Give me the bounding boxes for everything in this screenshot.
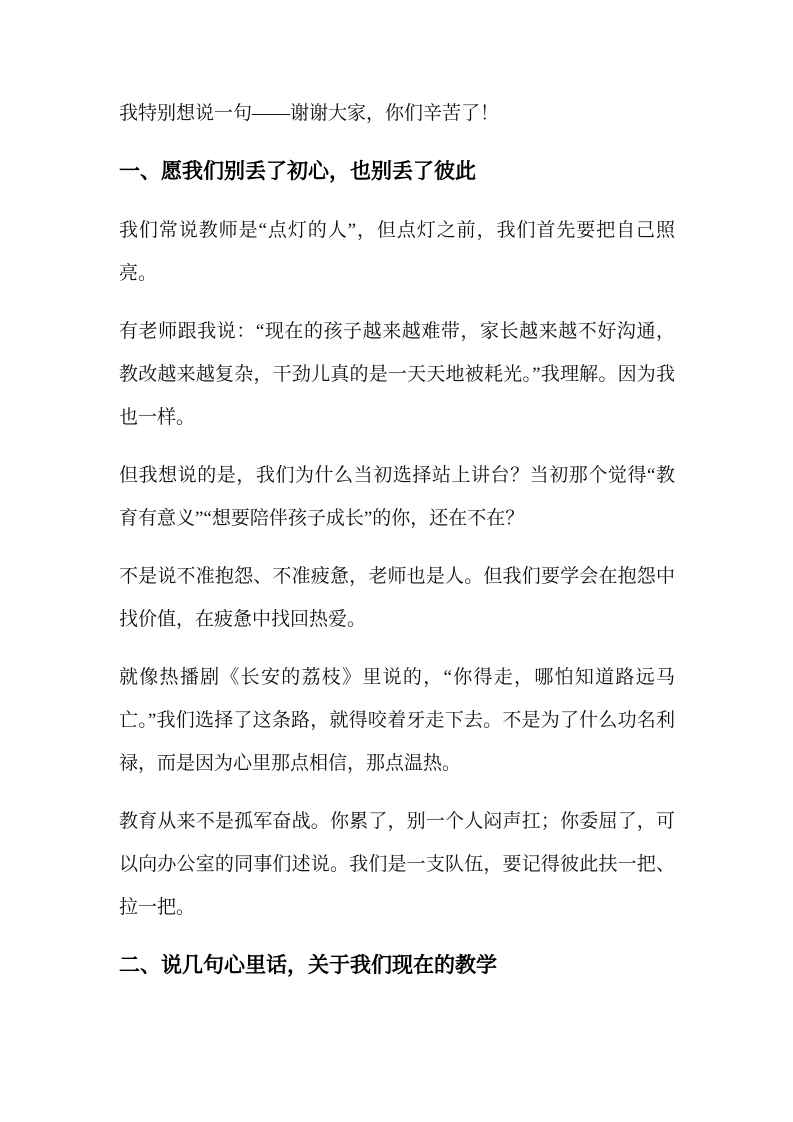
paragraph-fatigue-value: 不是说不准抱怨、不准疲惫，老师也是人。但我们要学会在抱怨中找价值，在疲惫中找回热爱。: [119, 566, 675, 630]
paragraph-lychee-quote: 就像热播剧《长安的荔枝》里说的，“你得走，哪怕知道路远马亡。”我们选择了这条路，就得咬着牙走下去。不是为了什么功名利禄，而是因为心里那点相信，那点温热。: [119, 667, 675, 774]
paragraph-not-alone: 教育从来不是孤军奋战。你累了，别一个人闷声扛；你委屈了，可以向办公室的同事们述说。我们是一支队伍，要记得彼此扶一把、拉一把。: [119, 811, 675, 918]
paragraph-thanks: 我特别想说一句——谢谢大家，你们辛苦了！: [119, 103, 500, 124]
paragraph-why-teaching: 但我想说的是，我们为什么当初选择站上讲台？当初那个觉得“教育有意义”“想要陪伴孩子成长”的你，还在不在？: [119, 465, 675, 529]
paragraph-teacher-complaint: 有老师跟我说：“现在的孩子越来越难带，家长越来越不好沟通，教改越来越复杂，干劲儿真的是一天天地被耗光。”我理解。因为我也一样。: [119, 321, 675, 428]
section-heading-2: 二、说几句心里话，关于我们现在的教学: [119, 954, 497, 977]
section-heading-1: 一、愿我们别丢了初心，也别丢了彼此: [119, 160, 476, 183]
paragraph-lamp-lighter: 我们常说教师是“点灯的人”，但点灯之前，我们首先要把自己照亮。: [119, 220, 675, 284]
